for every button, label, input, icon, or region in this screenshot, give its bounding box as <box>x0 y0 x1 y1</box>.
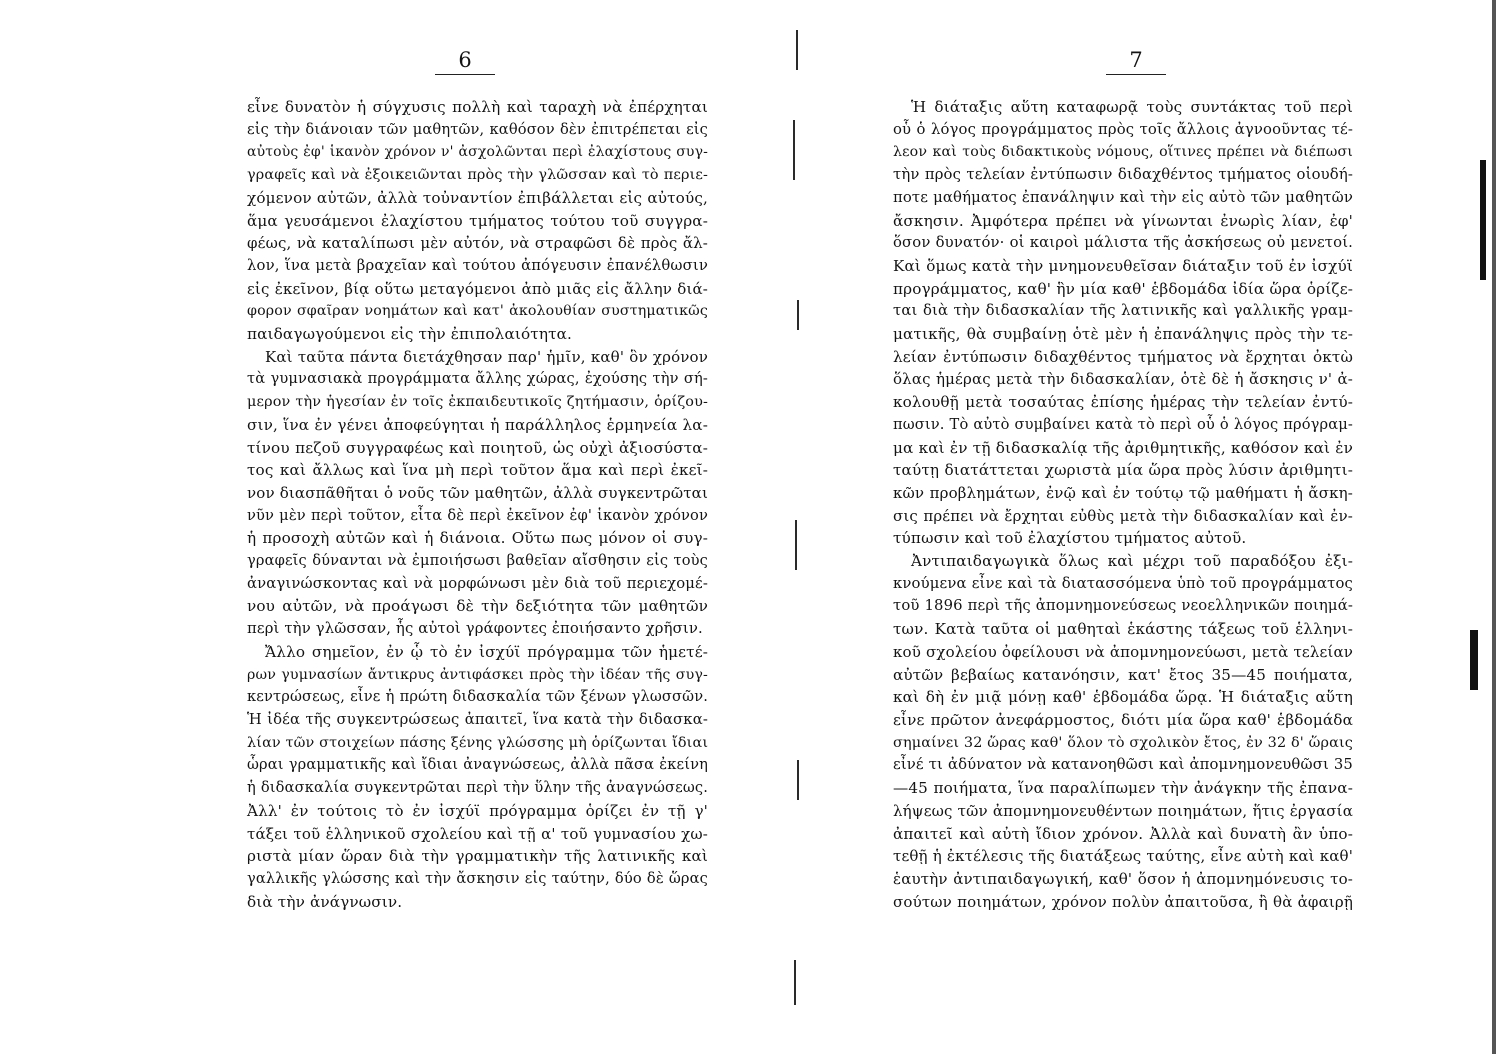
text-line: εἰς τὴν διάνοιαν τῶν μαθητῶν, καθόσον δὲν ἐπιτρέπεται εἰς <box>247 120 708 138</box>
text-line: γραφεῖς δύνανται νὰ ἐμποιήσωσι βαθεῖαν αἴσθησιν εἰς τοὺς <box>247 552 708 570</box>
text-line: εἶνε δυνατὸν ἡ σύγχυσις πολλὴ καὶ ταραχὴ νὰ ἐπέρχηται <box>247 98 708 116</box>
text-line: σημαίνει 32 ὥρας καθ' ὅλον τὸ σχολικὸν ἔτος, ἐν 32 δ' ὥραις <box>893 734 1353 751</box>
right-page <box>780 0 1500 1054</box>
text-line: ριστὰ μίαν ὥραν διὰ τὴν γραμματικὴν τῆς λατινικῆς καὶ <box>247 847 708 866</box>
text-line: τὰ γυμνασιακὰ προγράμματα ἄλλης χώρας, ἐχούσης τὴν σή- <box>247 370 708 388</box>
text-line: αὐτοὺς ἐφ' ἱκανὸν χρόνον ν' ἀσχολῶνται περὶ ἐλαχίστους συγ- <box>247 144 708 161</box>
text-line: —45 ποιήματα, ἵνα παραλίπωμεν τὴν ἀνάγκην τῆς ἐπανα- <box>893 779 1353 798</box>
text-line: εἰς ἐκεῖνον, βίᾳ οὕτω μεταγόμενοι ἀπὸ μιᾶς εἰς ἄλλην διά- <box>247 279 708 298</box>
text-line: κοῦ σχολείου ὀφείλουσι νὰ ἀπομνημονεύωσι, μετὰ τελείαν <box>893 642 1353 661</box>
text-line: των. Κατὰ ταῦτα οἱ μαθηταὶ ἑκάστης τάξεως τοῦ ἑλληνι- <box>893 620 1353 639</box>
text-line: Καὶ ταῦτα πάντα διετάχθησαν παρ' ἡμῖν, καθ' ὃν χρόνον <box>265 347 708 366</box>
text-line: Ἡ διάταξις αὕτη καταφωρᾷ τοὺς συντάκτας τοῦ περὶ <box>911 98 1353 116</box>
text-line: προγράμματος, καθ' ἣν μία καθ' ἑβδομάδα ἰδία ὥρα ὁρίζε- <box>893 279 1353 298</box>
text-line: Ἀντιπαιδαγωγικὰ ὅλως καὶ μέχρι τοῦ παραδόξου ἐξι- <box>911 552 1353 571</box>
text-line: γραφεῖς καὶ νὰ ἐξοικειῶνται πρὸς τὴν γλῶσσαν καὶ τὸ περιε- <box>247 167 708 184</box>
text-line: ἀναγινώσκοντας καὶ νὰ μορφώνωσι μὲν διὰ τοῦ περιεχομέ- <box>247 574 708 592</box>
text-line: Ἡ ἰδέα τῆς συγκεντρώσεως ἀπαιτεῖ, ἵνα κατὰ τὴν διδασκα- <box>247 710 708 728</box>
text-line: πωσιν. Τὸ αὐτὸ συμβαίνει κατὰ τὸ περὶ οὗ ὁ λόγος πρόγραμ- <box>893 415 1353 433</box>
text-line: λείαν ἐντύπωσιν διδαχθέντος τμήματος νὰ ἔρχηται ὀκτὼ <box>893 347 1353 366</box>
text-line: φορον σφαῖραν νοημάτων καὶ κατ' ἀκολουθίαν συστηματικῶς <box>247 303 708 320</box>
page-number-right: 7 <box>1129 48 1143 72</box>
page-number-rule-left <box>435 74 495 75</box>
text-line: ὅλας ἡμέρας μετὰ τὴν διδασκαλίαν, ὁτὲ δὲ ἡ ἄσκησις ν' ἀ- <box>893 370 1353 389</box>
text-line: ἡ προσοχὴ αὐτῶν καὶ ἡ διάνοια. Οὕτω πως μόνον οἱ συγ- <box>247 529 708 548</box>
text-line: κῶν προβλημάτων, ἐνῷ καὶ ἐν τούτῳ τῷ μαθήματι ἡ ἄσκη- <box>893 483 1353 502</box>
text-line: ὧραι γραμματικῆς καὶ ἴδιαι ἀναγνώσεως, ἀλλὰ πᾶσα ἐκείνη <box>247 756 708 774</box>
text-line: σις πρέπει νὰ ἔρχηται εὐθὺς μετὰ τὴν διδασκαλίαν καὶ ἐν- <box>893 506 1353 525</box>
text-line: ἡ διδασκαλία συγκεντρῶται περὶ τὴν ὕλην τῆς ἀναγνώσεως. <box>247 779 708 797</box>
right-page-text <box>893 96 1353 913</box>
text-line: λίαν τῶν στοιχείων πάσης ξένης γλώσσης μὴ ὁρίζωνται ἴδιαι <box>247 734 709 751</box>
text-line: σούτων ποιημάτων, χρόνον πολὺν ἀπαιτοῦσα, ἢ θὰ ἀφαιρῇ <box>893 892 1353 911</box>
page-number-left: 6 <box>458 48 472 72</box>
text-line: λήψεως τῶν ἀπομνημονευθέντων ποιημάτων, ἥτις ἐργασία <box>893 801 1353 820</box>
text-line: ἑαυτὴν ἀντιπαιδαγωγική, καθ' ὅσον ἡ ἀπομνημόνευσις το- <box>893 869 1353 888</box>
text-line: Ἄλλο σημεῖον, ἐν ᾧ τὸ ἐν ἰσχύϊ πρόγραμμα τῶν ἡμετέ- <box>265 642 708 661</box>
text-line: περὶ τὴν γλῶσσαν, ἧς αὐτοὶ γράφοντες ἐποιήσαντο χρῆσιν. <box>247 620 703 638</box>
text-line: παιδαγωγούμενοι εἰς τὴν ἐπιπολαιότητα. <box>247 325 573 344</box>
text-line: τίνου πεζοῦ συγγραφέως καὶ ποιητοῦ, ὡς οὐχὶ ἀξιοσύστα- <box>247 438 708 457</box>
text-line: μα καὶ ἐν τῇ διδασκαλίᾳ τῆς ἀριθμητικῆς, καθόσον καὶ ἐν <box>893 438 1353 457</box>
text-line: φέως, νὰ καταλίπωσι μὲν αὐτόν, νὰ στραφῶσι δὲ πρὸς ἄλ- <box>247 234 708 253</box>
left-page-text <box>247 96 708 913</box>
text-line: ὅσον δυνατόν· οἱ καιροὶ μάλιστα τῆς ἀσκήσεως οὐ μενετοί. <box>893 234 1353 252</box>
text-line: κνούμενα εἶνε καὶ τὰ διατασσόμενα ὑπὸ τοῦ προγράμματος <box>893 574 1353 592</box>
text-line: Καὶ ὅμως κατὰ τὴν μνημονευθεῖσαν διάταξιν τοῦ ἐν ἰσχύϊ <box>893 256 1353 275</box>
text-line: τοῦ 1896 περὶ τῆς ἀπομνημονεύσεως νεοελληνικῶν ποιημά- <box>893 597 1353 615</box>
page-number-rule-right <box>1106 74 1166 75</box>
text-line: διὰ τὴν ἀνάγνωσιν. <box>247 892 403 911</box>
text-line: οὗ ὁ λόγος προγράμματος πρὸς τοῖς ἄλλοις ἀγνοοῦντας τέ- <box>893 120 1353 138</box>
text-line: τεθῇ ἡ ἐκτέλεσις τῆς διατάξεως ταύτης, εἶνε αὐτὴ καὶ καθ' <box>893 847 1353 866</box>
text-line: τύπωσιν καὶ τοῦ ἐλαχίστου τμήματος αὐτοῦ. <box>893 529 1247 548</box>
text-line: κολουθῇ μετὰ τοσαύτας ἐπίσης ἡμέρας τὴν τελείαν ἐντύ- <box>893 393 1353 412</box>
text-line: νον διασπᾶθῆται ὁ νοῦς τῶν μαθητῶν, ἀλλὰ συγκεντρῶται <box>247 483 708 502</box>
text-line: νου αὐτῶν, νὰ προάγωσι δὲ τὴν δεξιότητα τῶν μαθητῶν <box>247 597 708 616</box>
text-line: μερον τὴν ἡγεσίαν ἐν τοῖς ἐκπαιδευτικοῖς ζητήμασιν, ὁρίζου- <box>247 394 708 411</box>
text-line: ἄσκησιν. Ἀμφότερα πρέπει νὰ γίνωνται ἐνωρὶς λίαν, ἐφ' <box>893 211 1353 230</box>
text-line: χόμενον αὐτῶν, ἀλλὰ τοὐναντίον ἐπιβάλλεται εἰς αὐτούς, <box>247 188 708 207</box>
text-line: γαλλικῆς γλώσσης καὶ τὴν ἄσκησιν εἰς ταύτην, δύο δὲ ὥρας <box>247 869 708 887</box>
text-line: τος καὶ ἄλλως καὶ ἵνα μὴ περὶ τοῦτον ἅμα καὶ περὶ ἐκεῖ- <box>247 461 708 480</box>
text-line: ται διὰ τὴν διδασκαλίαν τῆς λατινικῆς καὶ γαλλικῆς γραμ- <box>893 302 1353 320</box>
text-line: εἶνέ τι ἀδύνατον νὰ κατανοηθῶσι καὶ ἀπομνημονευθῶσι 35 <box>893 756 1353 774</box>
text-line: κεντρώσεως, εἶνε ἡ πρώτη διδασκαλία τῶν ξένων γλωσσῶν. <box>247 688 708 706</box>
text-line: καὶ δὴ ἐν μιᾷ μόνῃ καθ' ἑβδομάδα ὥρᾳ. Ἡ διάταξις αὕτη <box>893 688 1353 707</box>
text-line: ἅμα γευσάμενοι ἐλαχίστου τμήματος τούτου τοῦ συγγρα- <box>247 211 708 230</box>
text-line: Ἀλλ' ἐν τούτοις τὸ ἐν ἰσχύϊ πρόγραμμα ὁρίζει ἐν τῇ γ' <box>247 801 708 820</box>
text-line: σιν, ἵνα ἐν γένει ἀποφεύγηται ἡ παράλληλος ἑρμηνεία λα- <box>247 415 708 434</box>
text-line: λεον καὶ τοὺς διδακτικοὺς νόμους, οἵτινες πρέπει νὰ διέπωσι <box>893 144 1353 161</box>
text-line: ρων γυμνασίων ἄντικρυς ἀντιφάσκει πρὸς τὴν ἰδέαν τῆς συγ- <box>247 666 708 683</box>
text-line: λον, ἵνα μετὰ βραχεῖαν καὶ τούτου ἀπόγευσιν ἐπανέλθωσιν <box>247 256 708 274</box>
text-line: ταύτῃ διατάττεται χωριστὰ μία ὥρα πρὸς λύσιν ἀριθμητι- <box>893 461 1353 480</box>
text-line: αὐτῶν βεβαίως κατανόησιν, κατ' ἔτος 35—45 ποιήματα, <box>893 665 1353 684</box>
text-line: τὴν πρὸς τελείαν ἐντύπωσιν διδαχθέντος τμήματος οἱουδή- <box>893 166 1353 184</box>
text-line: νῦν μὲν περὶ τοῦτον, εἶτα δὲ περὶ ἐκεῖνον ἐφ' ἱκανὸν χρόνον <box>247 506 708 524</box>
text-line: εἶνε πρῶτον ἀνεφάρμοστος, διότι μία ὥρα καθ' ἑβδομάδα <box>893 710 1353 729</box>
text-line: ματικῆς, θὰ συμβαίνῃ ὁτὲ μὲν ἡ ἐπανάληψις πρὸς τὴν τε- <box>893 325 1353 344</box>
text-line: τάξει τοῦ ἑλληνικοῦ σχολείου καὶ τῇ α' τοῦ γυμνασίου χω- <box>247 824 708 843</box>
text-line: ἀπαιτεῖ καὶ αὐτὴ ἴδιον χρόνον. Ἀλλὰ καὶ δυνατὴ ἂν ὑπο- <box>893 824 1353 843</box>
text-line: ποτε μαθήματος ἐπανάληψιν καὶ τὴν εἰς αὐτὸ τῶν μαθητῶν <box>893 188 1353 206</box>
